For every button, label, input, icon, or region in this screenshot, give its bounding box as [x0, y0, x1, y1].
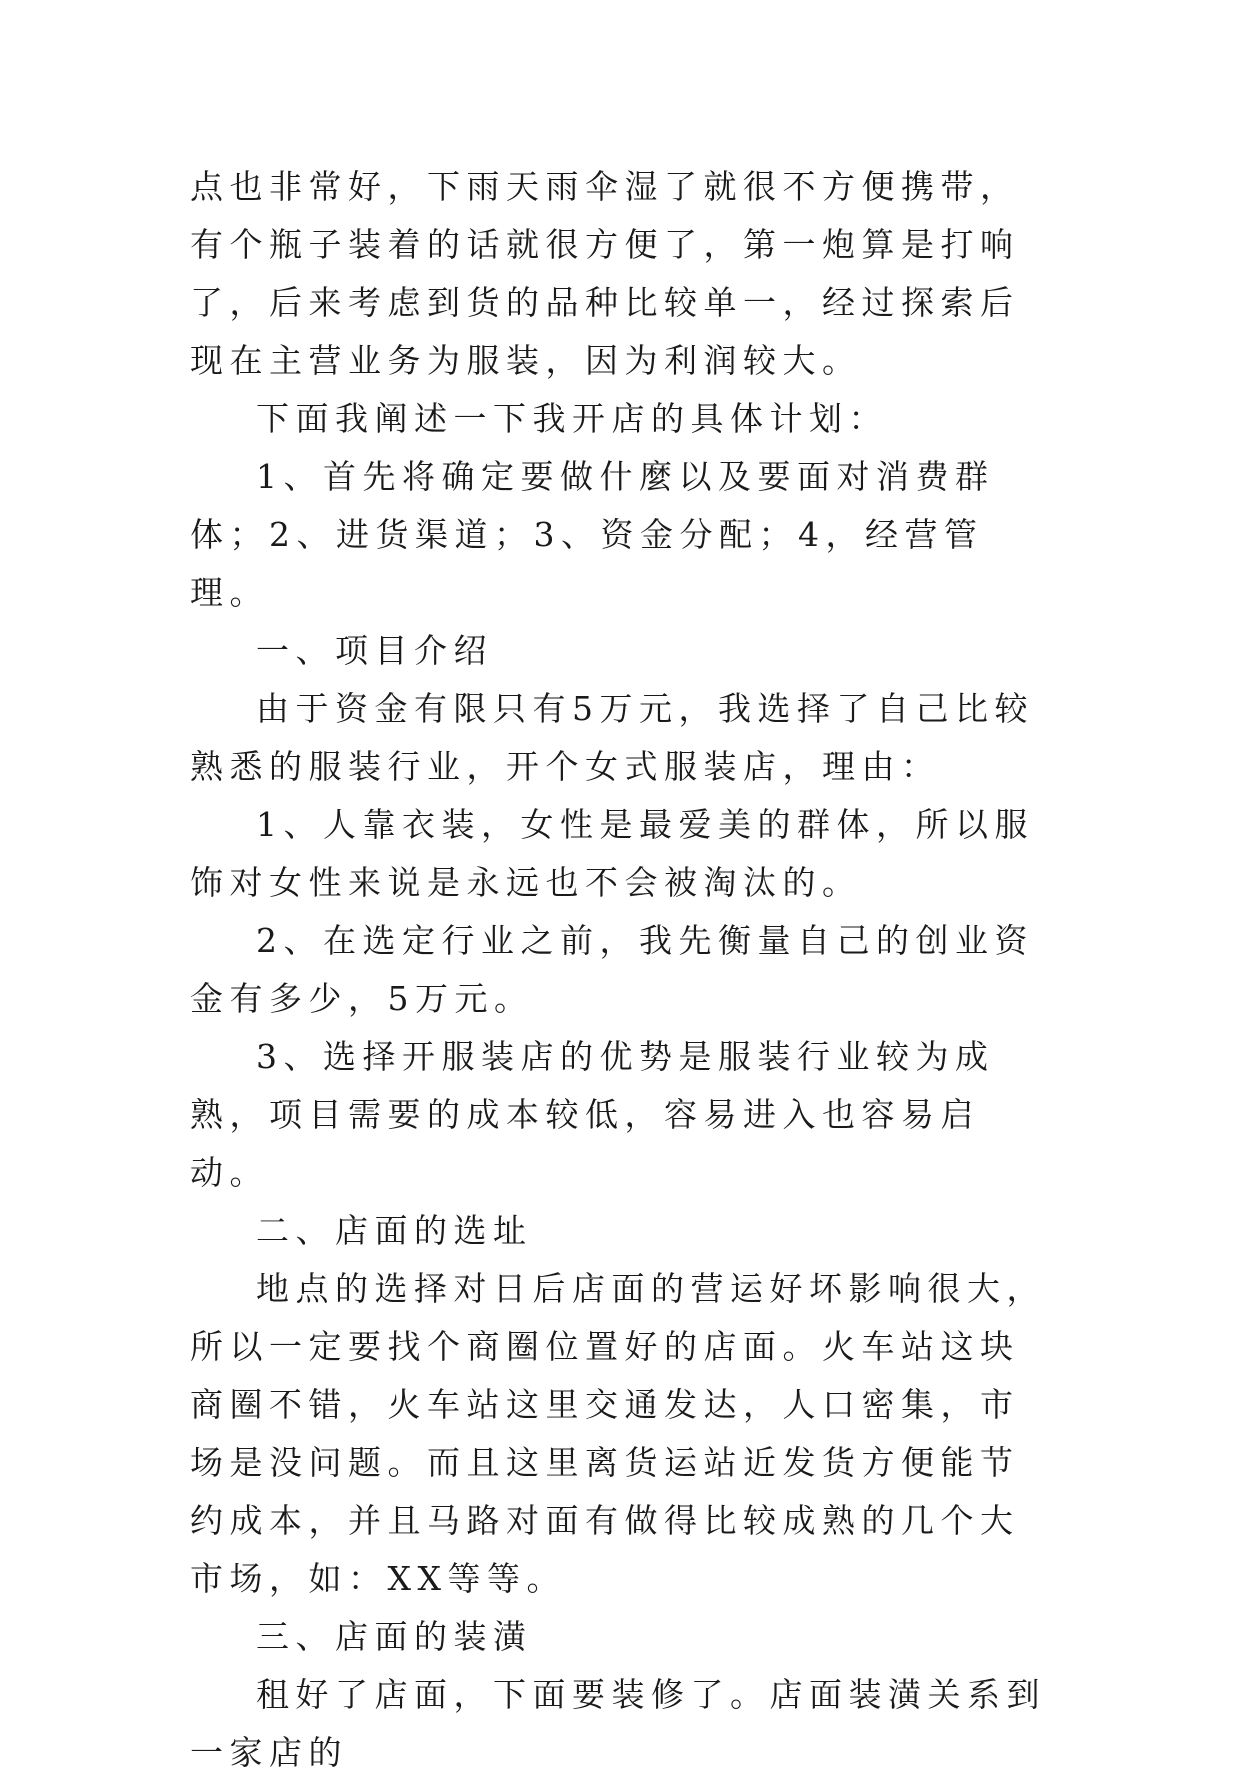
- paragraph-decoration: 租好了店面，下面要装修了。店面装潢关系到一家店的: [190, 1675, 1046, 1772]
- paragraph-reason-3: 3、选择开服装店的优势是服装行业较为成熟，项目需要的成本较低，容易进入也容易启动。: [190, 1037, 995, 1192]
- paragraph-reason-1: 1、人靠衣装，女性是最爱美的群体，所以服饰对女性来说是永远也不会被淘汰的。: [190, 805, 1034, 902]
- paragraph-continued: 点也非常好，下雨天雨伞湿了就很不方便携带，有个瓶子装着的话就很方便了，第一炮算是打响了，后来考虑到货的品种比较单一，经过探索后现在主营业务为服装，因为利润较大。: [190, 167, 1020, 380]
- document-body: [190, 158, 1050, 1782]
- paragraph-plan-list: 1、首先将确定要做什麼以及要面对消费群体；2、进货渠道；3、资金分配；4，经营管理。: [190, 457, 995, 612]
- section-heading-decoration: 三、店面的装潢: [256, 1617, 533, 1656]
- section-heading-project: 一、项目介绍: [256, 631, 493, 670]
- paragraph-capital: 由于资金有限只有5万元，我选择了自己比较熟悉的服装行业，开个女式服装店，理由：: [190, 689, 1034, 786]
- paragraph-location: 地点的选择对日后店面的营运好坏影响很大，所以一定要找个商圈位置好的店面。火车站这块商圈不错，火车站这里交通发达，人口密集，市场是没问题。而且这里离货运站近发货方便能节约成本，并且马路对面有做得比较成熟的几个大市场，如：XX等等。: [190, 1269, 1046, 1598]
- paragraph-plan-intro: 下面我阐述一下我开店的具体计划：: [256, 399, 888, 438]
- paragraph-reason-2: 2、在选定行业之前，我先衡量自己的创业资金有多少，5万元。: [190, 921, 1034, 1018]
- section-heading-location: 二、店面的选址: [256, 1211, 533, 1250]
